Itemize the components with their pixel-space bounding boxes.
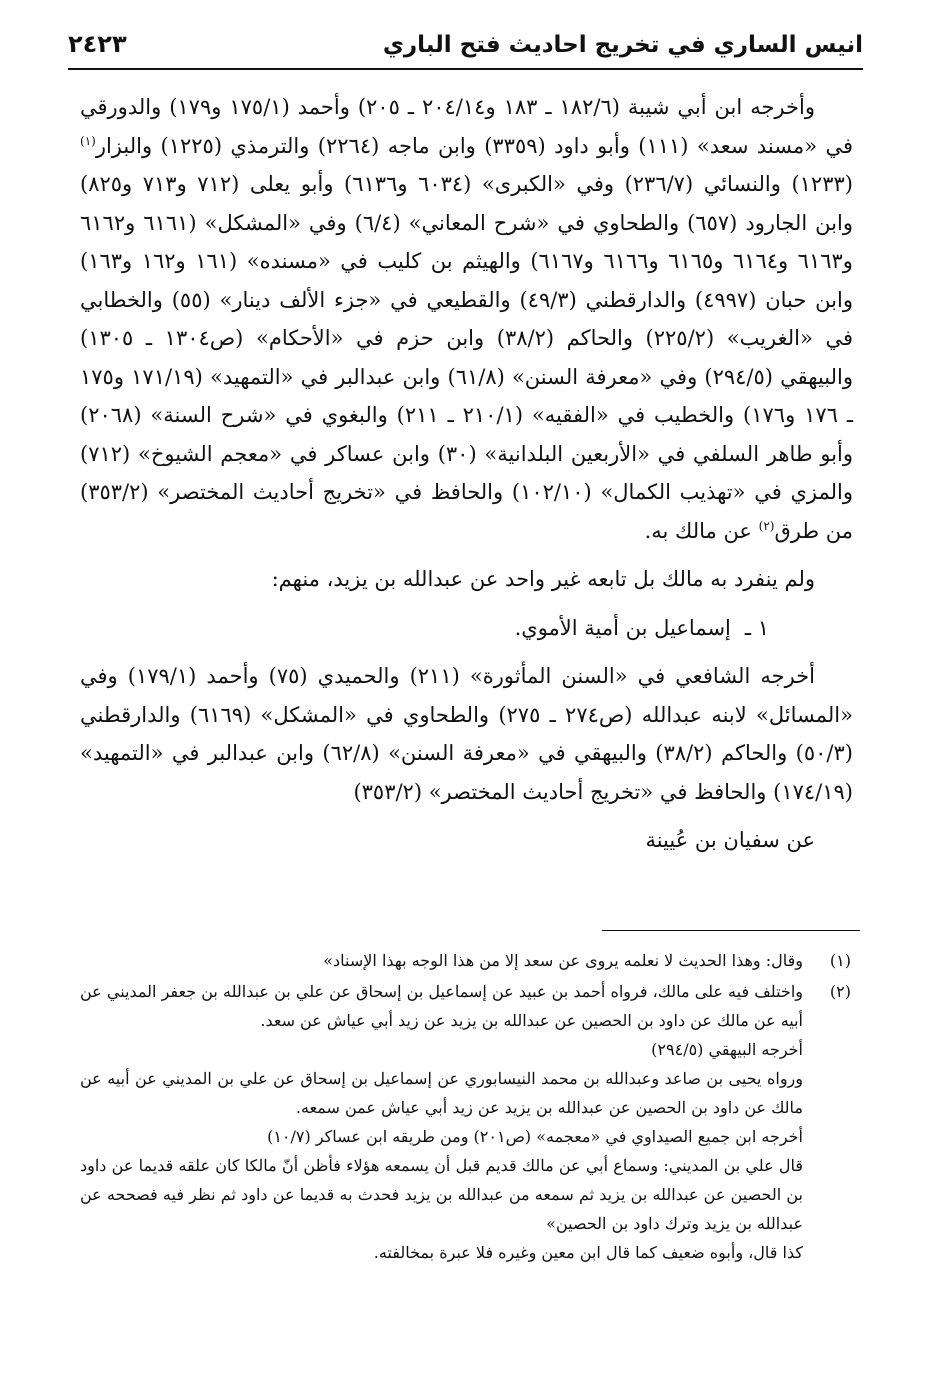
footnote-line: قال علي بن المديني: وسماع أبي عن مالك قديم قبل أن يسمعه هؤلاء فأظن أنّ مالكا كان علقه قديما عن داود بن الحصين عن عبدالله بن يزيد ثم سمعه من عبدالله بن يزيد فحدث به قديما عن داود ثم نظر فيه فصححه عن عبدالله بن يزيد وترك داود بن الحصين»	[80, 1156, 803, 1233]
footnote-line: وقال: وهذا الحديث لا نعلمه يروى عن سعد إلا من هذا الوجه بهذا الإسناد»	[323, 951, 803, 970]
footnote-line: كذا قال، وأبوه ضعيف كما قال ابن معين وغيره فلا عبرة بمخالفته.	[373, 1243, 803, 1262]
paragraph-sufyan: عن سفيان بن عُيينة	[645, 828, 815, 852]
paragraph-mutaba: ولم ينفرد به مالك بل تابعه غير واحد عن عبدالله بن يزيد، منهم:	[271, 567, 815, 591]
footnote-1	[80, 946, 857, 975]
paragraph-takhrij-malik	[80, 88, 853, 550]
footnote-line: واختلف فيه على مالك، فرواه أحمد بن عبيد عن إسماعيل بن إسحاق عن علي بن عبدالله بن جعفر المديني عن أبيه عن مالك عن داود بن الحصين عن عبدالله بن يزيد عن زيد أبي عياش عن سعد.	[80, 982, 803, 1030]
footnote-body	[80, 946, 803, 975]
footnotes	[80, 946, 857, 1269]
footnote-number: (٢)	[829, 982, 851, 1001]
footnote-line: أخرجه البيهقي (٢٩٤/٥)	[651, 1040, 803, 1059]
footnote-body	[80, 977, 803, 1267]
footnote-2	[80, 977, 857, 1267]
list-item	[80, 609, 769, 648]
footnote-line: أخرجه ابن جميع الصيداوي في «معجمه» (ص٢٠١) ومن طريقه ابن عساكر (١٠/٧)	[267, 1127, 803, 1146]
footnote-divider	[602, 930, 860, 931]
main-text	[80, 88, 853, 860]
footnote-ref-1[interactable]: (١)	[80, 133, 96, 148]
item-title: إسماعيل بن أمية الأموي.	[514, 615, 731, 640]
paragraph-text: وأخرجه ابن أبي شيبة (١٨٢/٦ ـ ١٨٣ و٢٠٤/١٤ ـ ٢٠٥) وأحمد (١٧٥/١ و١٧٩) والدورقي في «مسند سعد» (١١١) وأبو داود (٣٣٥٩) وابن ماجه (٢٢٦٤) والترمذي (١٢٢٥) والبزار	[80, 95, 853, 158]
running-title: انيس الساري في تخريج احاديث فتح الباري	[382, 32, 863, 58]
footnote-ref-2[interactable]: (٢)	[758, 518, 775, 533]
page-number: ٢٤٢٣	[68, 30, 127, 58]
paragraph-text: عن مالك به.	[644, 518, 759, 543]
item-number: ١ ـ	[744, 615, 769, 640]
footnote-line: ورواه يحيى بن صاعد وعبدالله بن محمد النيسابوري عن إسماعيل بن إسحاق عن علي بن المديني عن أبيه عن مالك عن داود بن الحصين عن عبدالله بن يزيد عن زيد أبي عياش عمن سمعه.	[80, 1069, 803, 1117]
footnote-number: (١)	[829, 951, 851, 970]
paragraph-text: (١٢٣٣) والنسائي (٢٣٦/٧) وفي «الكبرى» (٦٠٣٤ و٦١٣٦) وأبو يعلى (٧١٢ و٧١٣ و٨٢٥) وابن الجارود (٦٥٧) والطحاوي في «شرح المعاني» (٦/٤) وفي «المشكل» (٦١٦١ و٦١٦٢ و٦١٦٣ و٦١٦٤ و٦١٦٥ و٦١٦٦ و٦١٦٧) والهيثم بن كليب في «مسنده» (١٦١ و١٦٢ و١٦٣) وابن حبان (٤٩٩٧) والدارقطني (٤٩/٣) والقطيعي في «جزء الألف دينار» (٥٥) والخطابي في «الغريب» (٢٢٥/٢) والحاكم (٣٨/٢) وابن حزم في «الأحكام» (ص١٣٠٤ ـ ١٣٠٥) والبيهقي (٢٩٤/٥) وفي «معرفة السنن» (٦١/٨) وابن عبدالبر في «التمهيد» (١٧١/١٩ و١٧٥ ـ ١٧٦ و١٧٦) والخطيب في «الفقيه» (٢١٠/١ ـ ٢١١) والبغوي في «شرح السنة» (٢٠٦٨) وأبو طاهر السلفي في «الأربعين البلدانية» (٣٠) وابن عساكر في «معجم الشيوخ» (٧١٢) والمزي في «تهذيب الكمال» (١٠٢/١٠) والحافظ في «تخريج أحاديث المختصر» (٣٥٣/٢) من طرق	[80, 172, 853, 543]
paragraph-takhrij-ismail: أخرجه الشافعي في «السنن المأثورة» (٢١١) والحميدي (٧٥) وأحمد (١٧٩/١) وفي «المسائل» لابنه عبدالله (ص٢٧٤ ـ ٢٧٥) والطحاوي في «المشكل» (٦١٦٩) والدارقطني (٥٠/٣) والحاكم (٣٨/٢) والبيهقي في «معرفة السنن» (٦٢/٨) وابن عبدالبر في «التمهيد» (١٧٤/١٩) والحافظ في «تخريج أحاديث المختصر» (٣٥٣/٢)	[80, 664, 853, 804]
page-header	[68, 28, 863, 70]
